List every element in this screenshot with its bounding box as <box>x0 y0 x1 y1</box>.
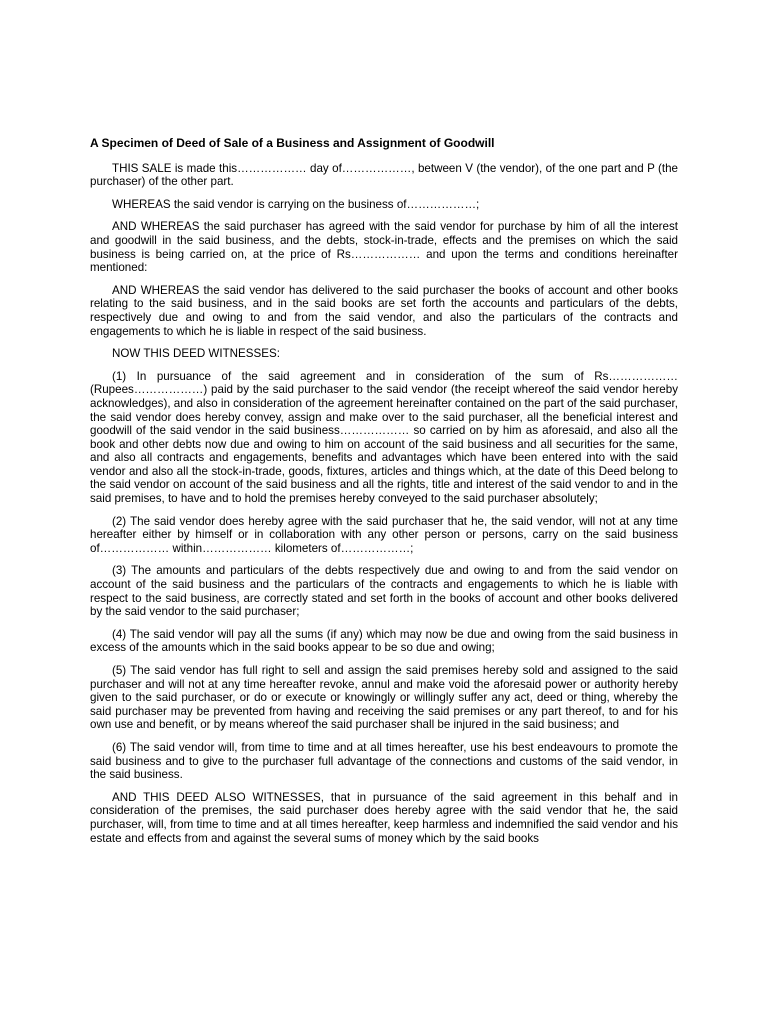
paragraph-witnesses-heading: NOW THIS DEED WITNESSES: <box>112 347 280 361</box>
document-title: A Specimen of Deed of Sale of a Business and Assignment of Goodwill <box>90 136 495 150</box>
clause-6: (6) The said vendor will, from time to time and at all times hereafter, use his best endeavours to promote the said business and to give to the purchaser full advantage of the connections and customs of the said vendor, in the said business. <box>90 740 678 782</box>
paragraph-whereas-business: WHEREAS the said vendor is carrying on the business of………………; <box>112 197 480 211</box>
paragraph-also-witnesses: AND THIS DEED ALSO WITNESSES, that in pursuance of the said agreement in this behalf and in consideration of the premises, the said purchaser does hereby agree with the said vendor that he, the said purchaser, will, from time to time and at all times hereafter, keep harmless and indemnified the said vendor and his estate and effects from and against the several sums of money which by the said books <box>90 790 678 845</box>
document-page <box>90 137 678 854</box>
clause-4: (4) The said vendor will pay all the sums (if any) which may now be due and owing from the said business in excess of the amounts which in the said books appear to be so due and owing; <box>90 627 678 655</box>
clause-2: (2) The said vendor does hereby agree with the said purchaser that he, the said vendor, will not at any time hereafter either by himself or in collaboration with any other person or persons, carry on the said business of……………… within……………… kilometers of………………; <box>90 514 678 555</box>
paragraph-preamble: THIS SALE is made this……………… day of………………, between V (the vendor), of the one part and P (the purchaser) of the other part. <box>90 161 678 189</box>
clause-3: (3) The amounts and particulars of the debts respectively due and owing to and from the said vendor on account of the said business and the particulars of the contracts and engagements to which he is liable with respect to the said business, are correctly stated and set forth in the books of account and other books delivered by the said vendor to the said purchaser; <box>90 564 678 619</box>
clause-5: (5) The said vendor has full right to sell and assign the said premises hereby sold and assigned to the said purchaser and will not at any time hereafter revoke, annul and make void the aforesaid power or authority hereby given to the said purchaser, or do or execute or knowingly or willingly suffer any act, deed or thing, whereby the said purchaser may be prevented from having and receiving the said premises or any part thereof, to and for his own use and benefit, or by means whereof the said purchaser shall be injured in the said business; and <box>90 664 678 732</box>
paragraph-whereas-agreement: AND WHEREAS the said purchaser has agreed with the said vendor for purchase by him of all the interest and goodwill in the said business, and the debts, stock-in-trade, effects and the premises on which the said business is being carried on, at the price of Rs……………… and upon the terms and conditions hereinafter mentioned: <box>90 220 678 275</box>
clause-1: (1) In pursuance of the said agreement and in consideration of the sum of Rs……………… (Rupees………………) paid by the said purchaser to the said vendor (the receipt whereof the said vendor hereby acknowledges), and also in consideration of the agreement hereinafter contained on the part of the said purchaser, the said vendor does hereby convey, assign and make over to the said purchaser, all the beneficial interest and goodwill of the said vendor in the said business……………… so carried on by him as aforesaid, and also all the book and other debts now due and owing to him on account of the said business and all securities for the same, and also all contracts and engagements, benefits and advantages which have been entered into with the said vendor and also all the stock-in-trade, goods, fixtures, articles and things which, at the date of this Deed belong to the said vendor on account of the said business and all the rights, title and interest of the said vendor to and in the said premises, to have and to hold the premises hereby conveyed to the said purchaser absolutely; <box>90 369 678 506</box>
paragraph-whereas-books: AND WHEREAS the said vendor has delivered to the said purchaser the books of account and other books relating to the said business, and in the said books are set forth the accounts and particulars of the debts, respectively due and owing to and from the said vendor, and also the particulars of the contracts and engagements to which he is liable in respect of the said business. <box>90 283 678 338</box>
